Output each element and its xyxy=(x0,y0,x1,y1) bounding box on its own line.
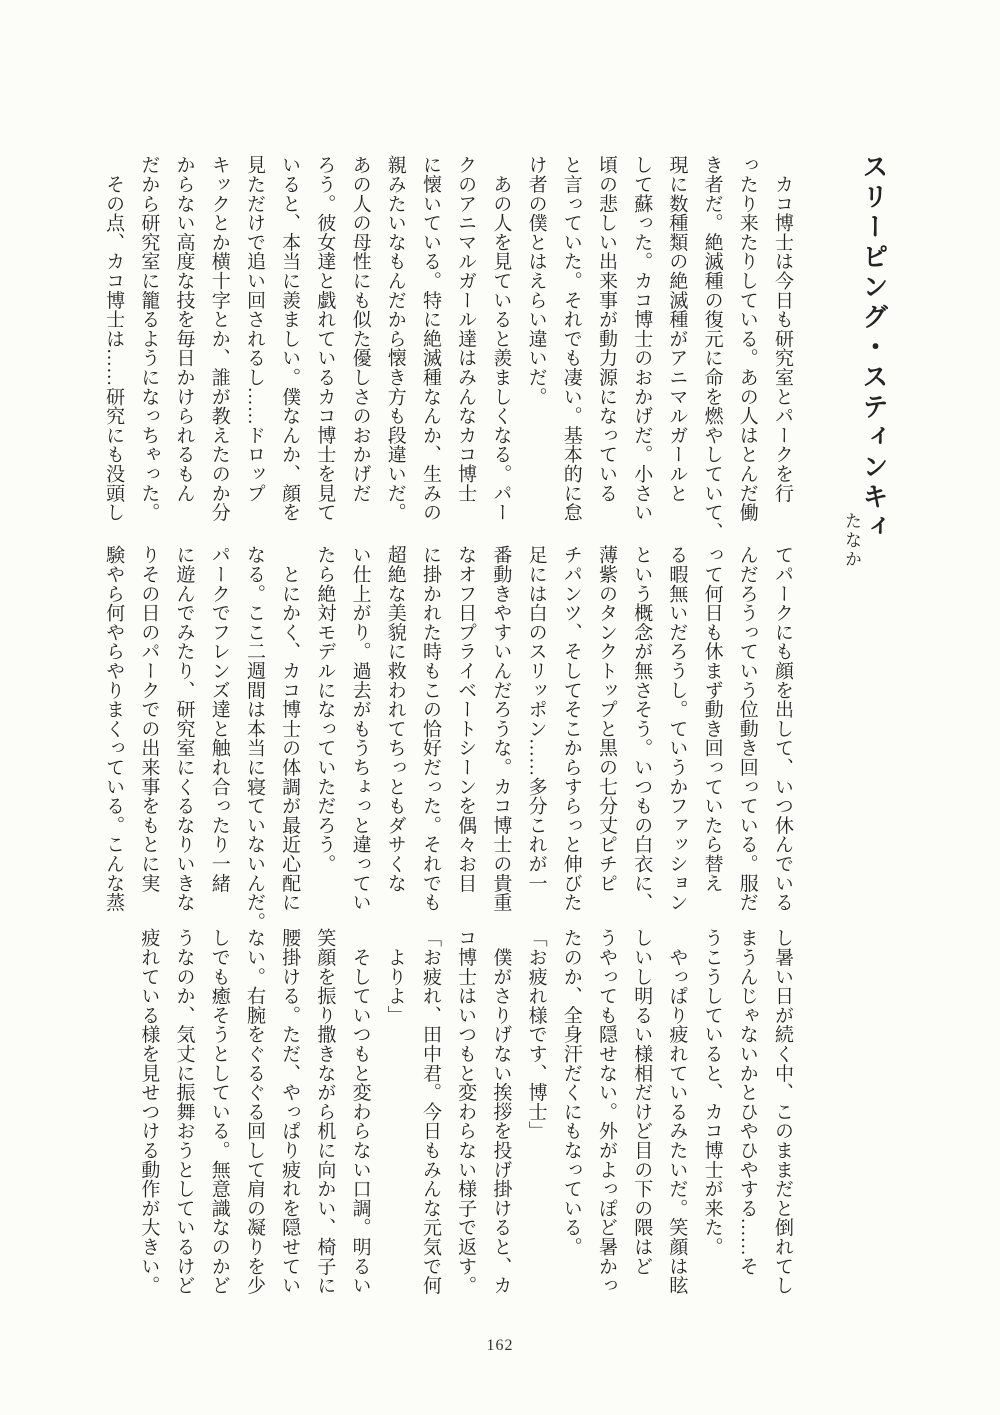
text-column: という概念が無さそう。いつもの白衣に、 xyxy=(631,545,653,912)
text-column: して蘇った。カコ博士のおかげだ。小さい xyxy=(631,155,653,522)
text-column: やっぱり疲れているみたいだ。笑顔は眩 xyxy=(666,928,688,1295)
text-column: コ博士はいつもと変わらない様子で返す。 xyxy=(455,928,477,1295)
text-column: に掛かれた時もこの恰好だった。それでも xyxy=(419,545,441,912)
text-column: け者の僕とはえらい違いだ。 xyxy=(525,155,547,406)
text-column: うなのか、気丈に振舞おうとしているけど xyxy=(173,928,195,1295)
text-column: し暑い日が続く中、このままだと倒れてし xyxy=(772,928,793,1295)
author-name: たなか xyxy=(842,512,861,569)
text-band-2 xyxy=(96,545,800,931)
text-column: うこうしていると、カコ博士が来た。 xyxy=(701,928,723,1257)
text-column: しでも癒そうとしている。無意識なのかど xyxy=(208,928,230,1295)
text-column: 薄紫のタンクトップと黒の七分丈ピチピ xyxy=(595,545,617,893)
text-column: 現に数種類の絶滅種がアニマルガールと xyxy=(666,155,688,503)
text-column: 見ただけで追い回されるし……ドロップ xyxy=(243,155,265,503)
text-column: そしていつもと変わらない口調。明るい xyxy=(349,928,371,1295)
text-column: たら絶対モデルになっていただろう。 xyxy=(314,545,336,874)
text-column: って何日も休まず動き回っていたら替え xyxy=(701,545,723,893)
text-column: その点、カコ博士は……研究にも没頭し xyxy=(103,155,125,522)
text-column: に懐いている。特に絶滅種なんか、生みの xyxy=(419,155,441,522)
text-column: 足には白のスリッポン……多分これが一 xyxy=(525,545,547,893)
text-column: りその日のパークでの出来事をもとに実 xyxy=(138,545,160,893)
text-column: パークでフレンズ達と触れ合ったり一緒 xyxy=(208,545,230,893)
text-column: 験やら何やらやりまくっている。こんな蒸 xyxy=(103,545,125,912)
text-column: なる。ここ二週間は本当に寝ていないんだ。 xyxy=(243,545,265,931)
text-column: 笑顔を振り撒きながら机に向かい、椅子に xyxy=(314,928,336,1295)
text-column: からない高度な技を毎日かけられるもん xyxy=(173,155,195,503)
text-column: あの人の母性にも似た優しさのおかげだ xyxy=(349,155,371,503)
text-column: クのアニマルガール達はみんなカコ博士 xyxy=(455,155,477,503)
text-column: んだろうっていう位動き回っている。服だ xyxy=(736,545,758,912)
page-title: スリーピング・スティンキィ xyxy=(859,153,888,543)
text-column: あの人を見ていると羨ましくなる。パー xyxy=(490,155,512,522)
text-column: チパンツ、そしてそこからすらっと伸びた xyxy=(560,545,582,912)
page-number: 162 xyxy=(486,1337,514,1354)
text-column: 番動きやすいんだろうな。カコ博士の貴重 xyxy=(490,545,512,912)
text-column: カコ博士は今日も研究室とパークを行 xyxy=(772,155,793,503)
text-column: 親みたいなもんだから懐き方も段違いだ。 xyxy=(384,155,406,522)
text-column: まうんじゃないかとひやひやする……そ xyxy=(736,928,758,1276)
text-column: てパークにも顔を出して、いつ休んでいる xyxy=(772,545,793,912)
text-column: なオフ日プライベートシーンを偶々お目 xyxy=(455,545,477,893)
text-column: 「お疲れ様です、博士」 xyxy=(525,928,547,1141)
text-column: キックとか横十字とか、誰が教えたのか分 xyxy=(208,155,230,522)
text-column: 超絶な美貌に救われてちっともダサくな xyxy=(384,545,406,893)
text-column: き者だ。絶滅種の復元に命を燃やしていて、 xyxy=(701,155,723,541)
text-column: ったり来たりしている。あの人はとんだ働 xyxy=(736,155,758,522)
text-column: だから研究室に籠るようになっちゃった。 xyxy=(138,155,160,522)
text-column: 「お疲れ、田中君。今日もみんな元気で何 xyxy=(419,928,441,1295)
title-block xyxy=(855,153,892,543)
text-column: 頃の悲しい出来事が動力源になっている xyxy=(595,155,617,503)
text-column: と言っていた。それでも凄い。基本的に怠 xyxy=(560,155,582,522)
text-column: しいし明るい様相だけど目の下の隈はど xyxy=(631,928,653,1276)
text-column: うやっても隠せない。外がよっぽど暑かっ xyxy=(595,928,617,1295)
text-column: 僕がさりげない挨拶を投げ掛けると、カ xyxy=(490,928,512,1295)
text-band-3 xyxy=(131,928,800,1300)
text-column: よりよ」 xyxy=(384,928,406,1025)
text-column: ろう。彼女達と戯れているカコ博士を見て xyxy=(314,155,336,522)
text-column: とにかく、カコ博士の体調が最近心配に xyxy=(279,545,301,912)
text-column: い仕上がり。過去がもうちょっと違ってい xyxy=(349,545,371,912)
text-band-1 xyxy=(96,155,800,541)
text-column: たのか、全身汗だくにもなっている。 xyxy=(560,928,582,1257)
text-column: に遊んでみたり、研究室にくるなりいきな xyxy=(173,545,195,912)
text-column: いると、本当に羨ましい。僕なんか、顔を xyxy=(279,155,301,522)
text-column: 疲れている様を見せつける動作が大きい。 xyxy=(138,928,160,1295)
text-column: る暇無いだろうし。ていうかファッション xyxy=(666,545,688,912)
text-column: 腰掛ける。ただ、やっぱり疲れを隠せてい xyxy=(279,928,301,1295)
text-column: ない。右腕をぐるぐる回して肩の凝りを少 xyxy=(243,928,265,1295)
